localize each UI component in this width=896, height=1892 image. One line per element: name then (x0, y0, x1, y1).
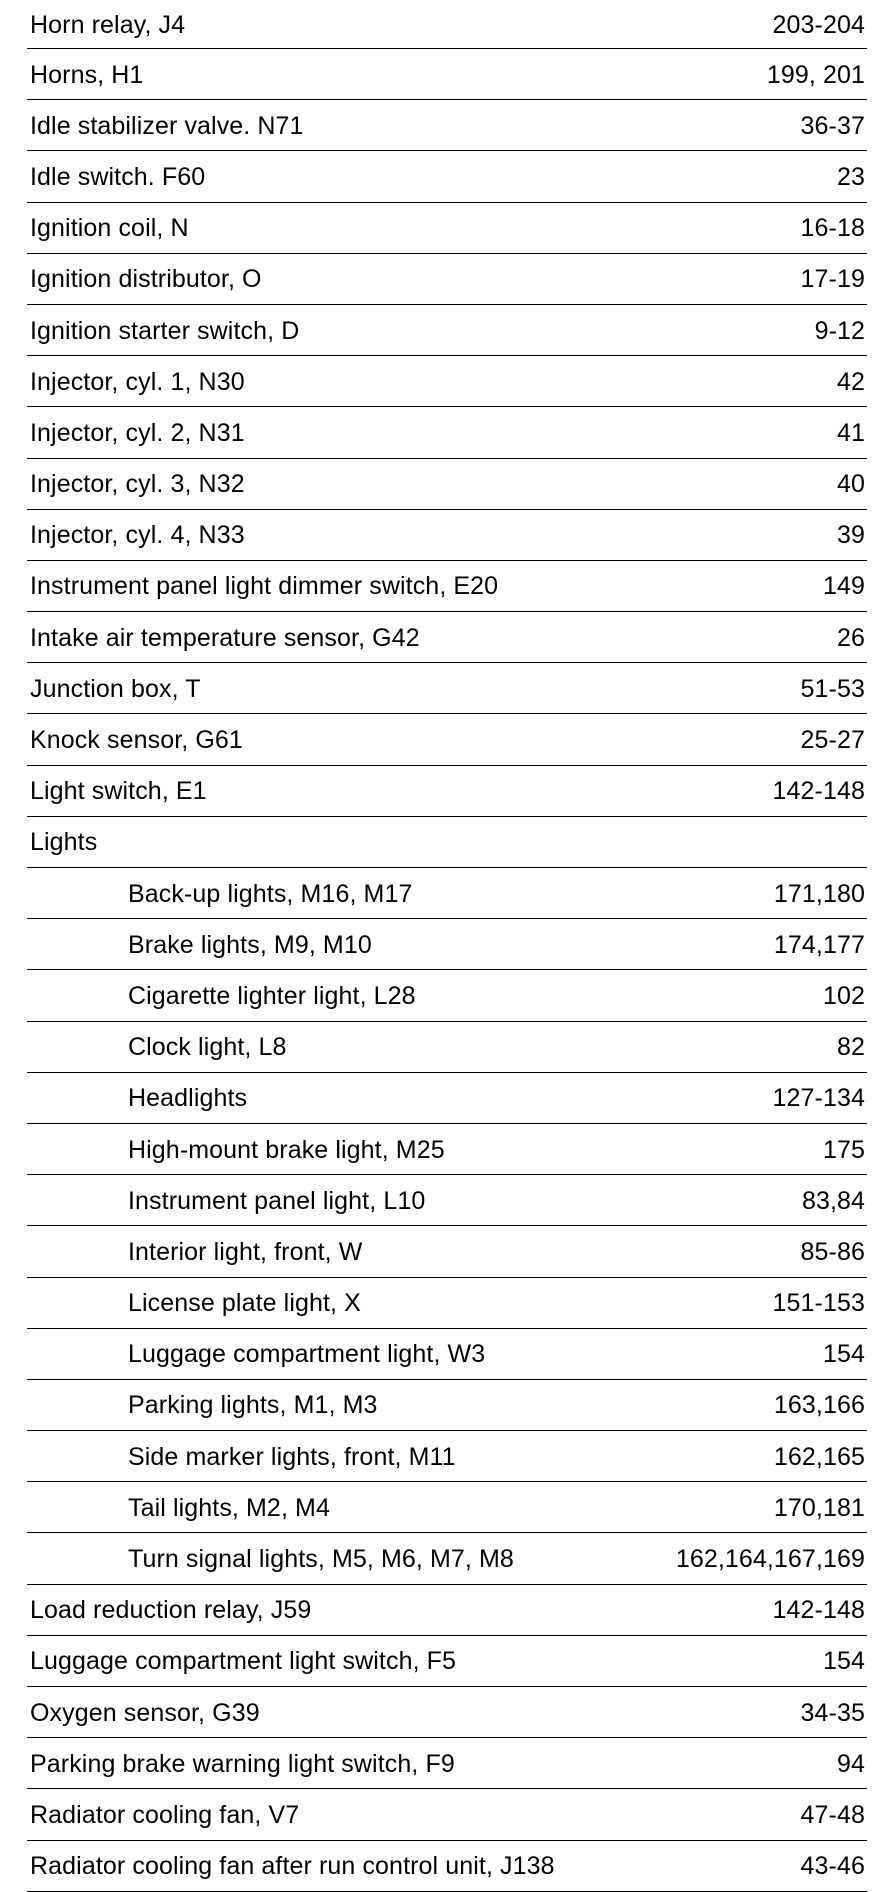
component-label: Idle stabilizer valve. N71 (30, 111, 304, 140)
page-reference: 41 (836, 418, 865, 447)
index-entry-row (27, 1738, 867, 1789)
component-label: Cigarette lighter light, L28 (128, 981, 416, 1010)
page-reference: 94 (836, 1749, 865, 1778)
page-reference: 39 (836, 521, 865, 550)
index-subentry-row (27, 1380, 867, 1431)
index-entry-row (27, 1585, 867, 1636)
index-entry-row (27, 356, 867, 407)
page-reference: 127-134 (772, 1084, 865, 1113)
component-label: Intake air temperature sensor, G42 (30, 623, 420, 652)
component-label: Horns, H1 (30, 60, 144, 89)
component-label: Ignition starter switch, D (30, 316, 300, 345)
page-reference: 51-53 (800, 674, 865, 703)
index-entry-row (27, 1687, 867, 1738)
page-reference: 26 (836, 623, 865, 652)
component-label: Oxygen sensor, G39 (30, 1698, 260, 1727)
index-entry-row (27, 49, 867, 100)
index-subentry-row (27, 919, 867, 970)
index-subentry-row (27, 868, 867, 919)
page-reference: 9-12 (814, 316, 865, 345)
page-reference: 43-46 (800, 1852, 865, 1881)
index-entry-row (27, 1636, 867, 1687)
component-label: Instrument panel light dimmer switch, E20 (30, 572, 499, 601)
index-entry-row (27, 612, 867, 663)
index-entry-row (27, 817, 867, 868)
component-label: Headlights (128, 1084, 248, 1113)
index-entry-row (27, 407, 867, 458)
component-label: Side marker lights, front, M11 (128, 1442, 456, 1471)
component-label: Luggage compartment light, W3 (128, 1340, 486, 1369)
index-entry-row (27, 254, 867, 305)
component-label: Idle switch. F60 (30, 162, 206, 191)
index-entry-row (27, 561, 867, 612)
index-subentry-row (27, 970, 867, 1021)
index-entry-row (27, 0, 867, 49)
index-subentry-row (27, 1022, 867, 1073)
component-label: Junction box, T (30, 674, 201, 703)
page-reference: 174,177 (773, 930, 865, 959)
component-label: Horn relay, J4 (30, 10, 186, 39)
page-reference: 175 (822, 1135, 865, 1164)
index-subentry-row (27, 1124, 867, 1175)
index-rows (27, 0, 867, 1892)
page-reference: 154 (822, 1340, 865, 1369)
component-label: Brake lights, M9, M10 (128, 930, 372, 959)
index-subentry-row (27, 1482, 867, 1533)
index-entry-row (27, 151, 867, 202)
page-reference: 142-148 (772, 777, 865, 806)
index-entry-row (27, 1841, 867, 1892)
page-reference: 25-27 (800, 726, 865, 755)
index-subentry-row (27, 1073, 867, 1124)
component-label: Radiator cooling fan after run control unit, J138 (30, 1852, 555, 1881)
page-reference: 82 (836, 1033, 865, 1062)
index-entry-row (27, 203, 867, 254)
page-reference: 199, 201 (766, 60, 865, 89)
page-reference: 23 (836, 162, 865, 191)
component-label: Luggage compartment light switch, F5 (30, 1647, 457, 1676)
page-reference: 42 (836, 367, 865, 396)
page-reference: 36-37 (800, 111, 865, 140)
page-reference: 34-35 (800, 1698, 865, 1727)
component-label: Instrument panel light, L10 (128, 1186, 426, 1215)
component-index-table (27, 0, 867, 1892)
component-label: Parking lights, M1, M3 (128, 1391, 378, 1420)
component-label: Turn signal lights, M5, M6, M7, M8 (128, 1545, 514, 1574)
index-entry-row (27, 305, 867, 356)
component-label: Ignition coil, N (30, 214, 189, 243)
page-reference: 17-19 (800, 265, 865, 294)
page-reference: 170,181 (773, 1493, 865, 1522)
page-reference: 47-48 (800, 1800, 865, 1829)
index-subentry-row (27, 1175, 867, 1226)
page-reference: 203-204 (772, 10, 865, 39)
page-reference: 171,180 (773, 879, 865, 908)
component-label: Tail lights, M2, M4 (128, 1493, 330, 1522)
index-subentry-row (27, 1278, 867, 1329)
component-label: Load reduction relay, J59 (30, 1596, 312, 1625)
index-entry-row (27, 714, 867, 765)
page-reference: 163,166 (773, 1391, 865, 1420)
index-entry-row (27, 510, 867, 561)
component-label: Back-up lights, M16, M17 (128, 879, 413, 908)
page-reference: 16-18 (800, 214, 865, 243)
component-label: Light switch, E1 (30, 777, 207, 806)
component-label: Injector, cyl. 2, N31 (30, 418, 245, 447)
index-subentry-row (27, 1431, 867, 1482)
component-label: Injector, cyl. 3, N32 (30, 470, 245, 499)
component-label: Injector, cyl. 1, N30 (30, 367, 245, 396)
index-entry-row (27, 100, 867, 151)
component-label: Knock sensor, G61 (30, 726, 243, 755)
component-label: Clock light, L8 (128, 1033, 287, 1062)
page-reference: 162,165 (773, 1442, 865, 1471)
page-reference: 83,84 (801, 1186, 865, 1215)
component-label: Lights (30, 828, 98, 857)
component-label: High-mount brake light, M25 (128, 1135, 445, 1164)
index-subentry-row (27, 1533, 867, 1584)
index-entry-row (27, 459, 867, 510)
page-reference: 142-148 (772, 1596, 865, 1625)
page-reference: 102 (822, 981, 865, 1010)
index-subentry-row (27, 1329, 867, 1380)
component-label: Radiator cooling fan, V7 (30, 1800, 300, 1829)
component-label: Interior light, front, W (128, 1237, 363, 1266)
page-reference: 151-153 (772, 1289, 865, 1318)
index-entry-row (27, 1789, 867, 1840)
page-reference: 40 (836, 470, 865, 499)
page-reference: 154 (822, 1647, 865, 1676)
index-entry-row (27, 766, 867, 817)
page-reference (865, 841, 867, 843)
component-label: Injector, cyl. 4, N33 (30, 521, 245, 550)
page-reference: 162,164,167,169 (675, 1545, 865, 1574)
page-reference: 85-86 (800, 1237, 865, 1266)
index-subentry-row (27, 1226, 867, 1277)
page-reference: 149 (822, 572, 865, 601)
component-label: Parking brake warning light switch, F9 (30, 1749, 455, 1778)
index-entry-row (27, 663, 867, 714)
component-label: License plate light, X (128, 1289, 361, 1318)
component-label: Ignition distributor, O (30, 265, 262, 294)
